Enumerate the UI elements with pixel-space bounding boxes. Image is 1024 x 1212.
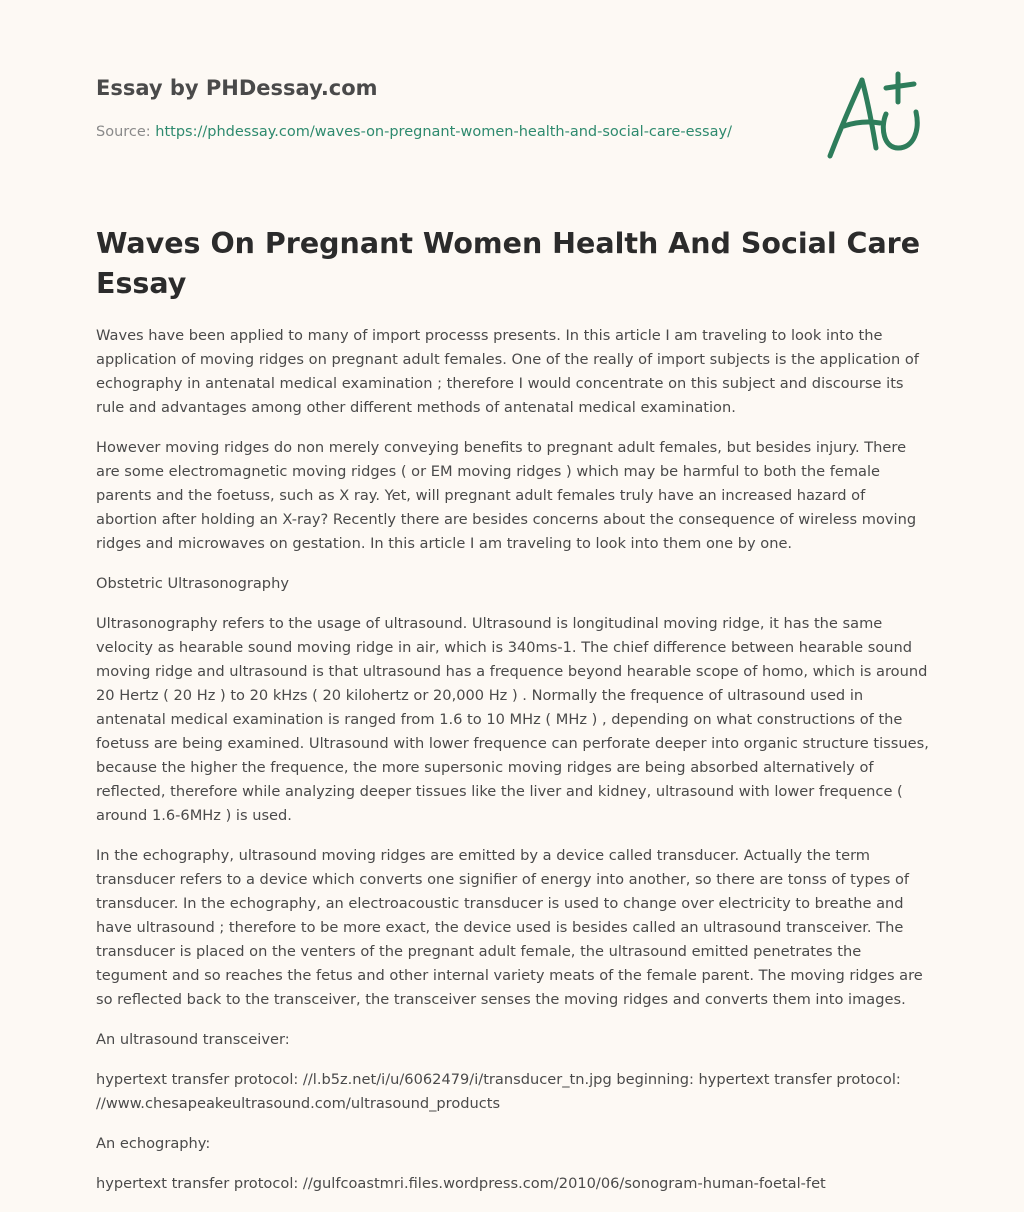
reference-text: hypertext transfer protocol: //gulfcoastmri.files.wordpress.com/2010/06/sonogram-human-foetal-fet <box>96 1175 826 1192</box>
site-name: Essay by PHDessay.com <box>96 76 378 100</box>
source-link[interactable]: https://phdessay.com/waves-on-pregnant-women-health-and-social-care-essay/ <box>155 124 732 140</box>
source-label: Source: <box>96 124 156 140</box>
source-line <box>96 124 732 140</box>
paragraph: In the echography, ultrasound moving ridges are emitted by a device called transducer. Actually the term transducer refers to a device which converts one signifier of energy into another, so there are tonss of types of transducer. In the echography, an electroacoustic transducer is used to change over electricity to breathe and have ultrasound ; therefore to be more exact, the device used is besides called an ultrasound transceiver. The transducer is placed on the venters of the pregnant adult female, the ultrasound emitted penetrates the tegument and so reaches the fetus and other internal variety meats of the female parent. The moving ridges are so reflected back to the transceiver, the transceiver senses the moving ridges and converts them into images. <box>96 847 923 1008</box>
essay-body <box>96 324 930 1212</box>
a-plus-logo-icon <box>822 68 928 164</box>
reference-text: hypertext transfer protocol: //l.b5z.net/i/u/6062479/i/transducer_tn.jpg beginning: hypertext transfer protocol: //www.chesapeakeultrasound.com/ultrasound_products <box>96 1071 901 1112</box>
paragraph: Waves have been applied to many of import processs presents. In this article I am traveling to look into the application of moving ridges on pregnant adult females. One of the really of import subjects is the application of echography in antenatal medical examination ; therefore I would concentrate on this subject and discourse its rule and advantages among other different methods of antenatal medical examination. <box>96 327 919 416</box>
paragraph: Ultrasonography refers to the usage of ultrasound. Ultrasound is longitudinal moving ridge, it has the same velocity as hearable sound moving ridge in air, which is 340ms-1. The chief difference between hearable sound moving ridge and ultrasound is that ultrasound has a frequence beyond hearable scope of homo, which is around 20 Hertz ( 20 Hz ) to 20 kHzs ( 20 kilohertz or 20,000 Hz ) . Normally the frequence of ultrasound used in antenatal medical examination is ranged from 1.6 to 10 MHz ( MHz ) , depending on what constructions of the foetuss are being examined. Ultrasound with lower frequence can perforate deeper into organic structure tissues, because the higher the frequence, the more supersonic moving ridges are being absorbed alternatively of reflected, therefore while analyzing deeper tissues like the liver and kidney, ultrasound with lower frequence ( around 1.6-6MHz ) is used. <box>96 615 929 824</box>
paragraph: However moving ridges do non merely conveying benefits to pregnant adult females, but besides injury. There are some electromagnetic moving ridges ( or EM moving ridges ) which may be harmful to both the female parents and the foetuss, such as X ray. Yet, will pregnant adult females truly have an increased hazard of abortion after holding an X-ray? Recently there are besides concerns about the consequence of wireless moving ridges and microwaves on gestation. In this article I am traveling to look into them one by one. <box>96 439 917 552</box>
section-heading: Obstetric Ultrasonography <box>96 575 289 592</box>
caption: An echography: <box>96 1135 211 1152</box>
essay-title: Waves On Pregnant Women Health And Social Care Essay <box>96 227 921 300</box>
caption: An ultrasound transceiver: <box>96 1031 290 1048</box>
